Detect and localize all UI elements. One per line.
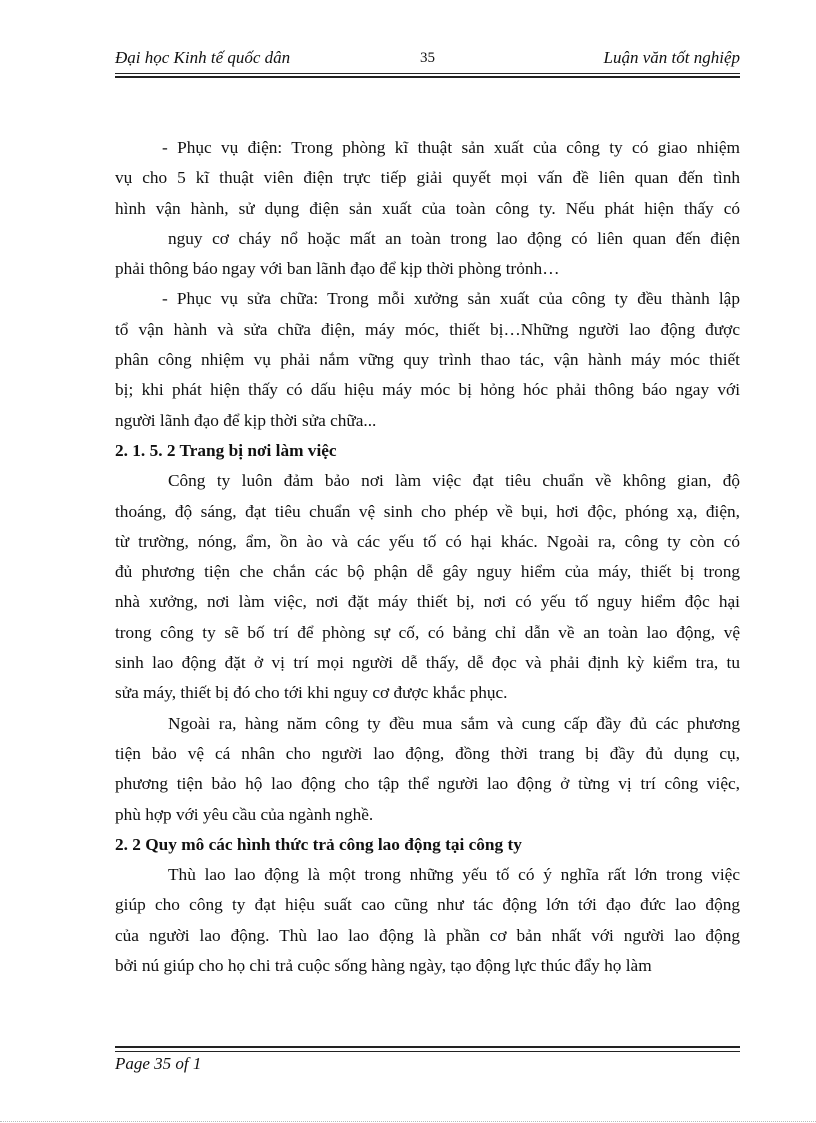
text-line: vụ cho 5 kĩ thuật viên điện trực tiếp giải quyết mọi vấn đề liên quan đến tình: [115, 168, 740, 188]
text-line: phân công nhiệm vụ phải nắm vững quy trình thao tác, vận hành máy móc thiết: [115, 350, 740, 370]
section-heading: 2. 2 Quy mô các hình thức trả công lao động tại công ty: [115, 834, 522, 854]
text-line: - Phục vụ sửa chữa: Trong mỗi xưởng sản xuất của công ty đều thành lập: [162, 289, 740, 309]
header-rule-thick: [115, 76, 740, 78]
page-break-line: [0, 1121, 816, 1122]
text-line: tổ vận hành và sửa chữa điện, máy móc, thiết bị…Những người lao động được: [115, 319, 740, 339]
text-line: tiện bảo vệ cá nhân cho người lao động, đồng thời trang bị đầy đủ dụng cụ,: [115, 743, 740, 763]
header-page-number: 35: [420, 50, 435, 66]
text-line: nguy cơ cháy nổ hoặc mất an toàn trong lao động có liên quan đến điện: [168, 228, 740, 248]
text-line: trong công ty sẽ bố trí để phòng sự cố, có bảng chỉ dẫn về an toàn lao động, vệ: [115, 622, 740, 642]
footer-rule-thin: [115, 1051, 740, 1052]
text-line: Công ty luôn đảm bảo nơi làm việc đạt tiêu chuẩn về không gian, độ: [168, 471, 740, 491]
text-line: Thù lao lao động là một trong những yếu tố có ý nghĩa rất lớn trong việc: [168, 865, 740, 885]
text-line: thoáng, độ sáng, đạt tiêu chuẩn vệ sinh cho phép về bụi, hơi độc, phóng xạ, điện,: [115, 501, 740, 521]
text-line: đủ phương tiện che chắn các bộ phận dễ gây nguy hiểm của máy, thiết bị trong: [115, 562, 740, 582]
body-text: [115, 133, 740, 981]
text-line: - Phục vụ điện: Trong phòng kĩ thuật sản xuất của công ty có giao nhiệm: [162, 138, 740, 157]
text-line: nhà xưởng, nơi làm việc, nơi đặt máy thiết bị, nơi có yếu tố nguy hiểm độc hại: [115, 592, 740, 612]
header-thesis-label: Luận văn tốt nghiệp: [603, 48, 740, 67]
text-line: người lãnh đạo để kịp thời sửa chữa...: [115, 410, 377, 430]
text-line: sửa máy, thiết bị đó cho tới khi nguy cơ được khắc phục.: [115, 683, 508, 703]
text-line: giúp cho công ty đạt hiệu suất cao cũng như tác động lớn tới đạo đức lao động: [115, 895, 740, 915]
text-line: phù hợp với yêu cầu của ngành nghề.: [115, 804, 374, 824]
header-rule-thin: [115, 73, 740, 74]
page-footer: Page 35 of 1: [115, 1054, 202, 1073]
header-university: Đại học Kinh tế quốc dân: [115, 48, 291, 67]
text-line: từ trường, nóng, ẩm, ồn ào và các yếu tố có hại khác. Ngoài ra, công ty còn có: [115, 531, 740, 551]
page-header: [115, 48, 740, 74]
section-heading: 2. 1. 5. 2 Trang bị nơi làm việc: [115, 440, 337, 460]
text-line: bởi nú giúp cho họ chi trả cuộc sống hàng ngày, tạo động lực thúc đẩy họ làm: [115, 956, 652, 976]
text-line: Ngoài ra, hàng năm công ty đều mua sắm và cung cấp đầy đủ các phương: [168, 713, 740, 733]
text-line: hình vận hành, sử dụng điện sản xuất của toàn công ty. Nếu phát hiện thấy có: [115, 198, 740, 218]
text-line: phải thông báo ngay với ban lãnh đạo để kịp thời phòng trỏnh…: [115, 259, 560, 279]
text-line: phương tiện bảo hộ lao động cho tập thể người lao động ở từng vị trí công việc,: [115, 774, 740, 794]
footer-rule-thick: [115, 1046, 740, 1048]
text-line: của người lao động. Thù lao lao động là phần cơ bản nhất với người lao động: [115, 925, 740, 945]
text-line: bị; khi phát hiện thấy có dấu hiệu máy móc bị hỏng hóc phải thông báo ngay với: [115, 380, 740, 400]
text-line: sinh lao động đặt ở vị trí mọi người dễ thấy, dễ đọc và phải định kỳ kiểm tra, tu: [115, 653, 740, 673]
